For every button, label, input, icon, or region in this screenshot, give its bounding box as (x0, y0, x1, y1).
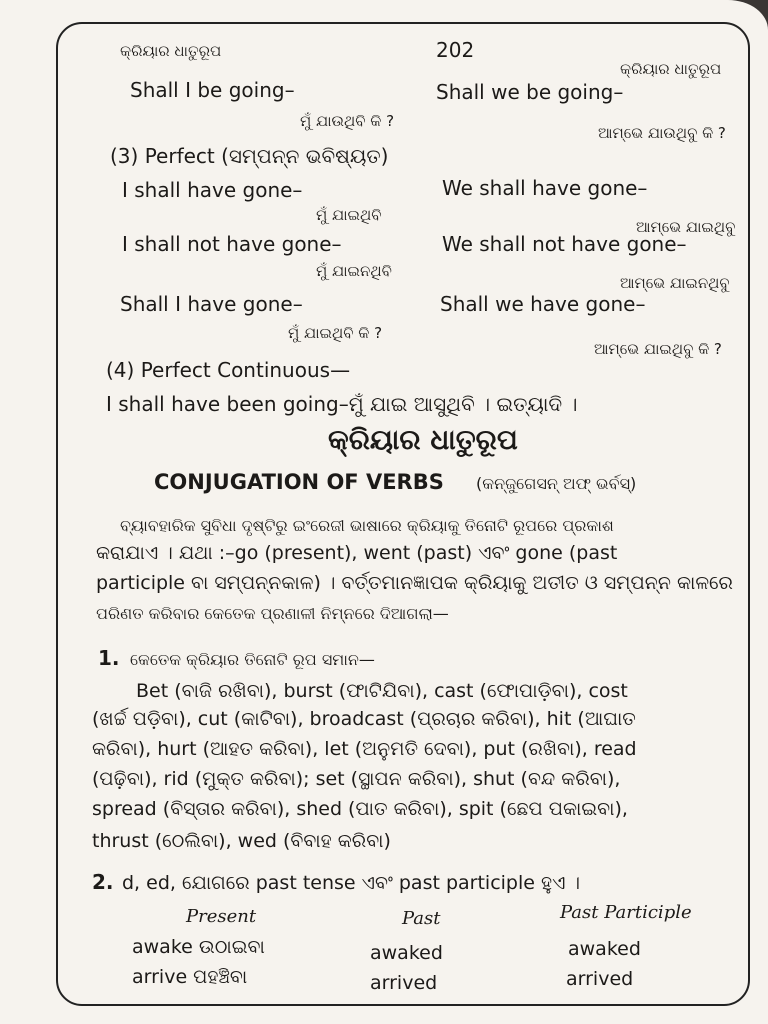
column-header-past-participle: Past Participle (560, 902, 692, 923)
rule-1-line-6: thrust (ଠେଲିବା), wed (ବିବାହ କରିବା) (92, 830, 391, 852)
running-head-right: କ୍ରିୟାର ଧାତୁରୂପ (620, 60, 722, 78)
shall-we-be-going-odia: ଆମ୍ଭେ ଯାଉଥିବୁ କି ? (598, 124, 726, 142)
intro-line-2: କରାଯାଏ । ଯଥା :–go (present), went (past) ଏବଂ gone (past (96, 542, 618, 564)
perfect-continuous-heading: (4) Perfect Continuous— (106, 358, 351, 382)
section-title-english: CONJUGATION OF VERBS (154, 470, 444, 494)
column-header-present: Present (186, 906, 257, 927)
shall-i-have-gone: Shall I have gone– (120, 292, 303, 316)
intro-line-4: ପରିଣତ କରିବାର କେତେକ ପ୍ରଣାଳୀ ନିମ୍ନରେ ଦିଆଗଲା— (96, 604, 449, 623)
i-shall-have-gone: I shall have gone– (122, 178, 303, 202)
row-1-past-participle: awaked (568, 938, 641, 960)
we-shall-have-gone: We shall have gone– (442, 176, 648, 200)
shall-we-be-going: Shall we be going– (436, 80, 624, 104)
rule-1-line-5: spread (ବିସ୍ତାର କରିବା), shed (ପାତ କରିବା), spit (ଛେପ ପକାଇବା), (92, 798, 628, 820)
i-shall-not-have-gone: I shall not have gone– (122, 232, 342, 256)
intro-line-3: participle ବା ସମ୍ପନ୍ନକାଳ) । ବର୍ତ୍ତମାନଜ୍ଞାପକ କ୍ରିୟାକୁ ଅତୀତ ଓ ସମ୍ପନ୍ନ କାଳରେ (96, 572, 733, 594)
shall-i-be-going: Shall I be going– (130, 78, 295, 102)
section-title-odia: କ୍ରିୟାର ଧାତୁରୂପ (328, 423, 518, 456)
rule-1-line-3: କରିବା), hurt (ଆହତ କରିବା), let (ଅନୁମତି ଦେବା), put (ରଖିବା), read (92, 738, 637, 760)
intro-line-1: ବ୍ୟାବହାରିକ ସୁବିଧା ଦୃଷ୍ଟିରୁ ଇଂରେଜୀ ଭାଷାରେ କ୍ରିୟାକୁ ତିନୋଟି ରୂପରେ ପ୍ରକାଶ (120, 516, 614, 535)
row-2-present: arrive ପହଞ୍ଚିବା (132, 966, 248, 988)
rule-2-heading: d, ed, ଯୋଗରେ past tense ଏବଂ past participle ହୁଏ । (122, 872, 581, 894)
we-shall-not-have-gone: We shall not have gone– (442, 232, 687, 256)
section-title-odia-transliteration: (କନ୍‌ଜୁଗେସନ୍ ଅଫ୍ ଭର୍ବସ୍) (476, 474, 637, 493)
i-shall-not-have-gone-odia: ମୁଁ ଯାଇନଥିବି (316, 262, 392, 280)
we-shall-not-have-gone-odia: ଆମ୍ଭେ ଯାଇନଥିବୁ (620, 274, 730, 292)
running-head-left: କ୍ରିୟାର ଧାତୁରୂପ (120, 42, 222, 60)
perfect-heading: (3) Perfect (ସମ୍ପନ୍ନ ଭବିଷ୍ୟତ) (110, 144, 389, 168)
rule-1-line-1: Bet (ବାଜି ରଖିବା), burst (ଫାଟିଯିବା), cast (ଫୋପାଡ଼ିବା), cost (136, 680, 628, 702)
row-1-past: awaked (370, 942, 443, 964)
column-header-past: Past (402, 908, 441, 929)
row-2-past-participle: arrived (566, 968, 634, 990)
shall-i-have-gone-odia: ମୁଁ ଯାଇଥିବି କି ? (288, 324, 383, 342)
rule-2-number: 2. (92, 870, 114, 894)
page-number: 202 (436, 38, 475, 62)
rule-1-line-2: (ଖର୍ଚ୍ଚ ପଡ଼ିବା), cut (କାଟିବା), broadcast (ପ୍ରଚାର କରିବା), hit (ଆଘାତ (92, 708, 636, 730)
perfect-continuous-example: I shall have been going–ମୁଁ ଯାଇ ଆସୁଥିବି । ଇତ୍ୟାଦି । (106, 392, 578, 416)
rule-1-number: 1. (98, 646, 120, 670)
rule-1-heading: କେତେକ କ୍ରିୟାର ତିନୋଟି ରୂପ ସମାନ— (130, 650, 375, 669)
shall-we-have-gone: Shall we have gone– (440, 292, 646, 316)
shall-i-be-going-odia: ମୁଁ ଯାଉଥିବି କି ? (300, 112, 395, 130)
rule-1-line-4: (ପଢ଼ିବା), rid (ମୁକ୍ତ କରିବା); set (ସ୍ଥାପନ କରିବା), shut (ବନ୍ଦ କରିବା), (92, 768, 621, 790)
shall-we-have-gone-odia: ଆମ୍ଭେ ଯାଇଥିବୁ କି ? (594, 340, 722, 358)
i-shall-have-gone-odia: ମୁଁ ଯାଇଥିବି (316, 206, 382, 224)
row-1-present: awake ଉଠାଇବା (132, 936, 265, 958)
we-shall-have-gone-odia: ଆମ୍ଭେ ଯାଇଥିବୁ (636, 218, 736, 236)
row-2-past: arrived (370, 972, 438, 994)
page-border (56, 22, 750, 1006)
